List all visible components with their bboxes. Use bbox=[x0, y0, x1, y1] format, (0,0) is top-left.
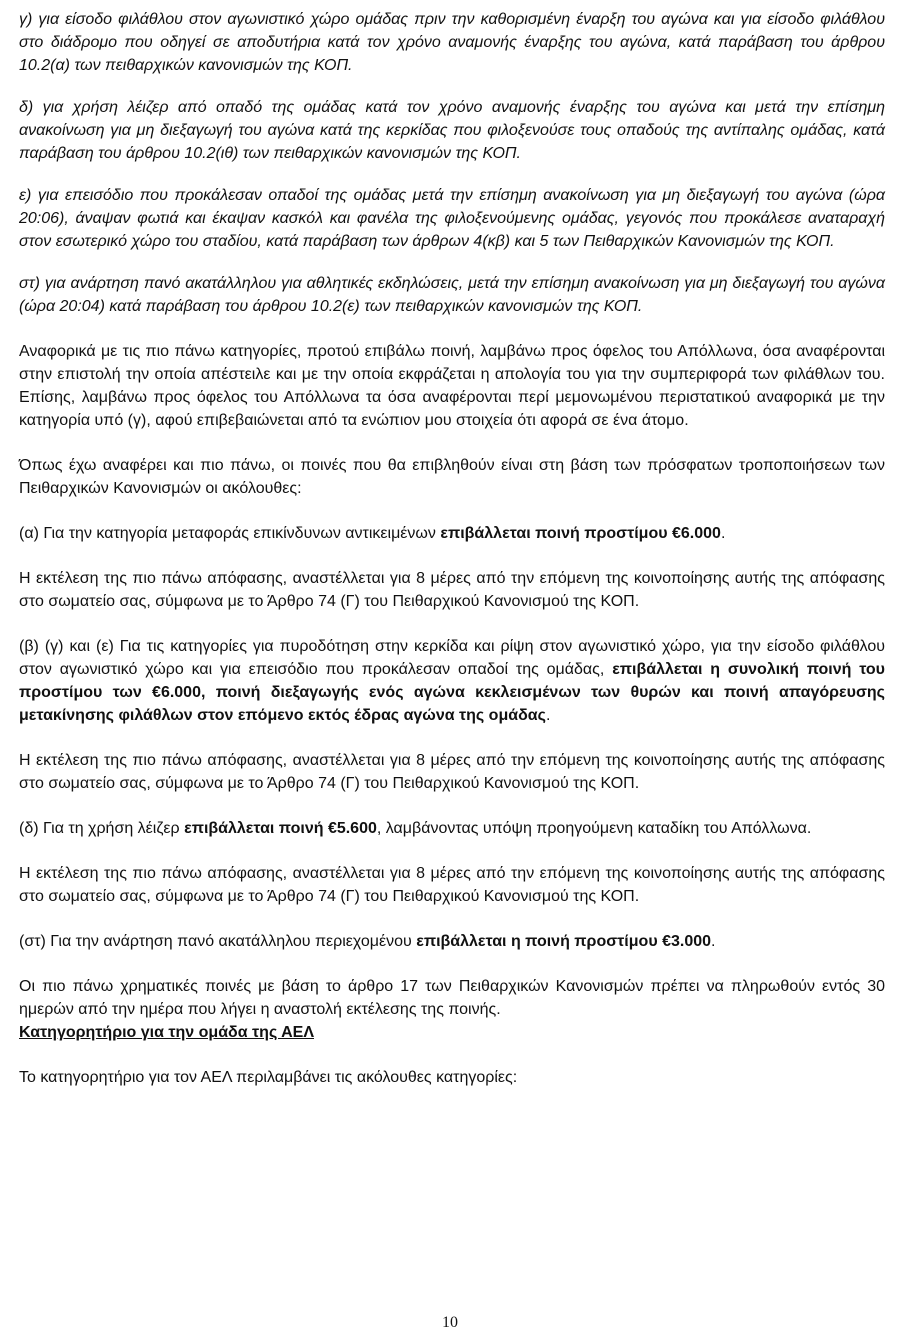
charge-st-paragraph: στ) για ανάρτηση πανό ακατάλληλου για αθλητικές εκδηλώσεις, μετά την επίσημη ανακοίνωση για μη διεξαγωγή του αγώνα (ώρα 20:04) κατά παράβαση του άρθρου 10.2(ε) των πειθαρχικών κανονισμών της ΚΟΠ. bbox=[19, 275, 885, 315]
penalty-st-paragraph bbox=[19, 930, 885, 953]
penalty-a-end: . bbox=[720, 525, 726, 542]
penalty-d-amount: επιβάλλεται ποινή €5.600 bbox=[184, 820, 377, 837]
penalty-d-text: (δ) Για τη χρήση λέιζερ bbox=[19, 820, 185, 837]
charge-epsilon-paragraph: ε) για επεισόδιο που προκάλεσαν οπαδοί της ομάδας μετά την επίσημη ανακοίνωση για μη διεξαγωγή του αγώνα (ώρα 20:06), άναψαν φωτιά και έκαψαν κασκόλ και φανέλα της φιλοξενούμενης ομάδας, γεγονός που προκάλεσε αναταραχή στον εσωτερικό χώρο του σταδίου, κατά παράβαση των άρθρων 4(κβ) και 5 των Πειθαρχικών Κανονισμών της ΚΟΠ. bbox=[19, 187, 885, 250]
regarding-paragraph: Αναφορικά με τις πιο πάνω κατηγορίες, προτού επιβάλω ποινή, λαμβάνω προς όφελος του Απόλλωνα, όσα αναφέρονται στην επιστολή την οποία απέστειλε και με την οποία εκφράζεται η απολογία του για την συμπεριφορά των φιλάθλων του. Επίσης, λαμβάνω προς όφελος του Απόλλωνα τα όσα αναφέρονται περί μεμονωμένου περιστατικού αναφορικά με την κατηγορία υπό (γ), αφού επιβεβαιώνεται από τα ενώπιον μου στοιχεία ότι αφορά σε ένα άτομο. bbox=[19, 343, 885, 429]
charge-gamma-paragraph: γ) για είσοδο φιλάθλου στον αγωνιστικό χώρο ομάδας πριν την καθορισμένη έναρξη του αγώνα και για είσοδο φιλάθλου στο διάδρομο που οδηγεί σε αποδυτήρια κατά τον χρόνο αναμονής έναρξης του αγώνα, κατά παράβαση του άρθρου 10.2(α) των πειθαρχικών κανονισμών της ΚΟΠ. bbox=[19, 11, 885, 74]
penalty-d-end: , λαμβάνοντας υπόψη προηγούμενη καταδίκη του Απόλλωνα. bbox=[376, 820, 812, 837]
page-number: 10 bbox=[442, 1314, 458, 1331]
penalty-bge-paragraph bbox=[19, 635, 885, 727]
document-page bbox=[19, 8, 885, 1089]
ael-intro-paragraph: Το κατηγορητήριο για τον ΑΕΛ περιλαμβάνει τις ακόλουθες κατηγορίες: bbox=[19, 1069, 518, 1086]
penalty-st-text: (στ) Για την ανάρτηση πανό ακατάλληλου περιεχομένου bbox=[19, 933, 417, 950]
penalty-st-amount: επιβάλλεται η ποινή προστίμου €3.000 bbox=[416, 933, 712, 950]
penalty-a-paragraph bbox=[19, 522, 885, 545]
penalty-bge-amount: επιβάλλεται η συνολική ποινή του προστίμου των €6.000, ποινή διεξαγωγής ενός αγώνα κεκλεισμένων των θυρών και ποινή απαγόρευσης μετακίνησης φιλάθλων στον επόμενο εκτός έδρας αγώνα της ομάδας bbox=[19, 661, 885, 724]
suspension-paragraph-2: Η εκτέλεση της πιο πάνω απόφασης, αναστέλλεται για 8 μέρες από την επόμενη της κοινοποίησης αυτής της απόφασης στο σωματείο σας, σύμφωνα με το Άρθρο 74 (Γ) του Πειθαρχικού Κανονισμού της ΚΟΠ. bbox=[19, 752, 885, 792]
penalty-a-amount: επιβάλλεται ποινή προστίμου €6.000 bbox=[440, 525, 721, 542]
as-mentioned-paragraph: Όπως έχω αναφέρει και πιο πάνω, οι ποινές που θα επιβληθούν είναι στη βάση των πρόσφατων τροποποιήσεων των Πειθαρχικών Κανονισμών οι ακόλουθες: bbox=[19, 457, 885, 497]
penalty-bge-end: . bbox=[545, 707, 551, 724]
penalty-st-end: . bbox=[711, 933, 716, 950]
suspension-paragraph-1: Η εκτέλεση της πιο πάνω απόφασης, αναστέλλεται για 8 μέρες από την επόμενη της κοινοποίησης αυτής της απόφασης στο σωματείο σας, σύμφωνα με το Άρθρο 74 (Γ) του Πειθαρχικού Κανονισμού της ΚΟΠ. bbox=[19, 570, 885, 610]
charge-delta-paragraph: δ) για χρήση λέιζερ από οπαδό της ομάδας κατά τον χρόνο αναμονής έναρξης του αγώνα και μετά την επίσημη ανακοίνωση για μη διεξαγωγή του αγώνα κατά της κερκίδας που φιλοξενούσε τους οπαδούς της αντίπαλης ομάδας, κατά παράβαση του άρθρου 10.2(ιθ) των πειθαρχικών κανονισμών της ΚΟΠ. bbox=[19, 99, 885, 162]
payment-paragraph: Οι πιο πάνω χρηματικές ποινές με βάση το άρθρο 17 των Πειθαρχικών Κανονισμών πρέπει να πληρωθούν εντός 30 ημερών από την ημέρα που λήγει η αναστολή εκτέλεσης της ποινής. bbox=[19, 978, 885, 1018]
suspension-paragraph-3: Η εκτέλεση της πιο πάνω απόφασης, αναστέλλεται για 8 μέρες από την επόμενη της κοινοποίησης αυτής της απόφασης στο σωματείο σας, σύμφωνα με το Άρθρο 74 (Γ) του Πειθαρχικού Κανονισμού της ΚΟΠ. bbox=[19, 865, 885, 905]
penalty-a-text: (α) Για την κατηγορία μεταφοράς επικίνδυνων αντικειμένων bbox=[19, 525, 441, 542]
penalty-d-paragraph bbox=[19, 817, 885, 840]
penalty-bge-text: (β) (γ) και (ε) Για τις κατηγορίες για πυροδότηση στην κερκίδα και ρίψη στον αγωνιστικό χώρο, για την είσοδο φιλάθλου στον αγωνιστικό χώρο και για επεισόδιο που προκάλεσαν οπαδοί της ομάδας, bbox=[19, 638, 885, 678]
ael-charges-heading: Κατηγορητήριο για την ομάδα της ΑΕΛ bbox=[19, 1024, 315, 1041]
